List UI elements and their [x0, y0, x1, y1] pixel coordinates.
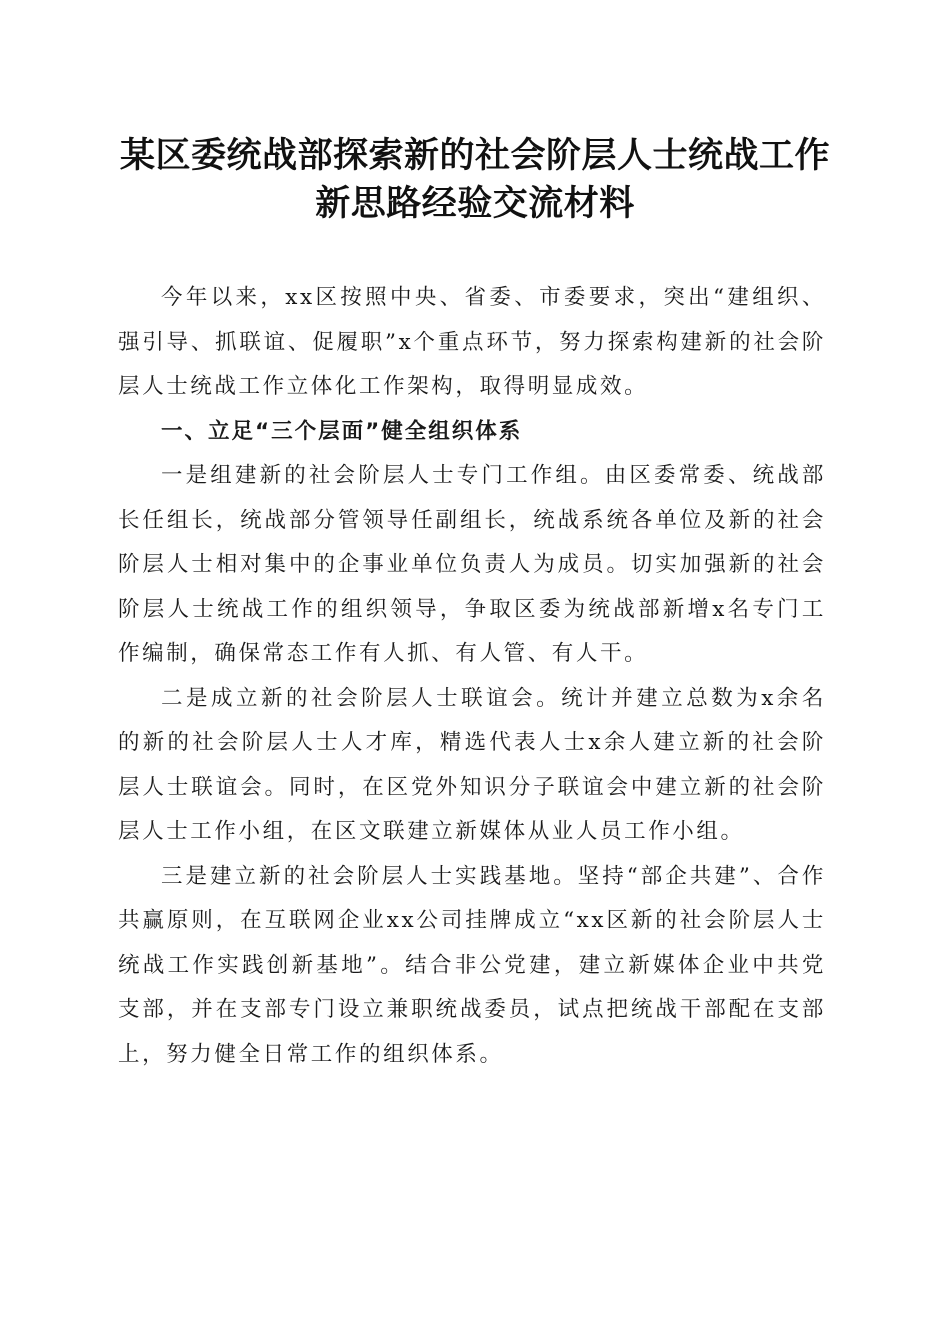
paragraph-text: 统计并建立总数为x余名的新的社会阶层人士人才库，精选代表人士x余人建立新的社会阶层人士联谊会。同时，在区党外知识分子联谊会中建立新的社会阶层人士工作小组，在区文联建立新媒体从业人员工作小组。 [118, 685, 826, 844]
title-line-1: 某区委统战部探索新的社会阶层人士统战工作 [119, 135, 830, 176]
intro-paragraph: 今年以来，xx区按照中央、省委、市委要求，突出“建组织、强引导、抓联谊、促履职”x个重点环节，努力探索构建新的社会阶层人士统战工作立体化工作架构，取得明显成效。 [118, 285, 826, 399]
paragraph-text: 由区委常委、统战部长任组长，统战部分管领导任副组长，统战系统各单位及新的社会阶层人士相对集中的企事业单位负责人为成员。切实加强新的社会阶层人士统战工作的组织领导，争取区委为统战部新增x名专门工作编制，确保常态工作有人抓、有人管、有人干。 [118, 463, 826, 666]
document-body [118, 276, 826, 1077]
section-heading: 一、立足“三个层面”健全组织体系 [161, 418, 523, 444]
body-paragraph-3 [118, 855, 826, 1078]
paragraph-text: 坚持“部企共建”、合作共赢原则，在互联网企业xx公司挂牌成立“xx区新的社会阶层人士统战工作实践创新基地”。结合非公党建，建立新媒体企业中共党支部，并在支部专门设立兼职统战委员，试点把统战干部配在支部上，努力健全日常工作的组织体系。 [118, 863, 826, 1067]
body-paragraph-2 [118, 677, 826, 855]
body-paragraph-1 [118, 454, 826, 677]
title-line-2: 新思路经验交流材料 [315, 183, 635, 224]
paragraph-lead: 三是建立新的社会阶层人士实践基地。 [161, 863, 578, 889]
document-title [100, 132, 850, 228]
paragraph-lead: 一是组建新的社会阶层人士专门工作组。 [161, 463, 605, 488]
paragraph-lead: 二是成立新的社会阶层人士联谊会。 [161, 685, 562, 711]
